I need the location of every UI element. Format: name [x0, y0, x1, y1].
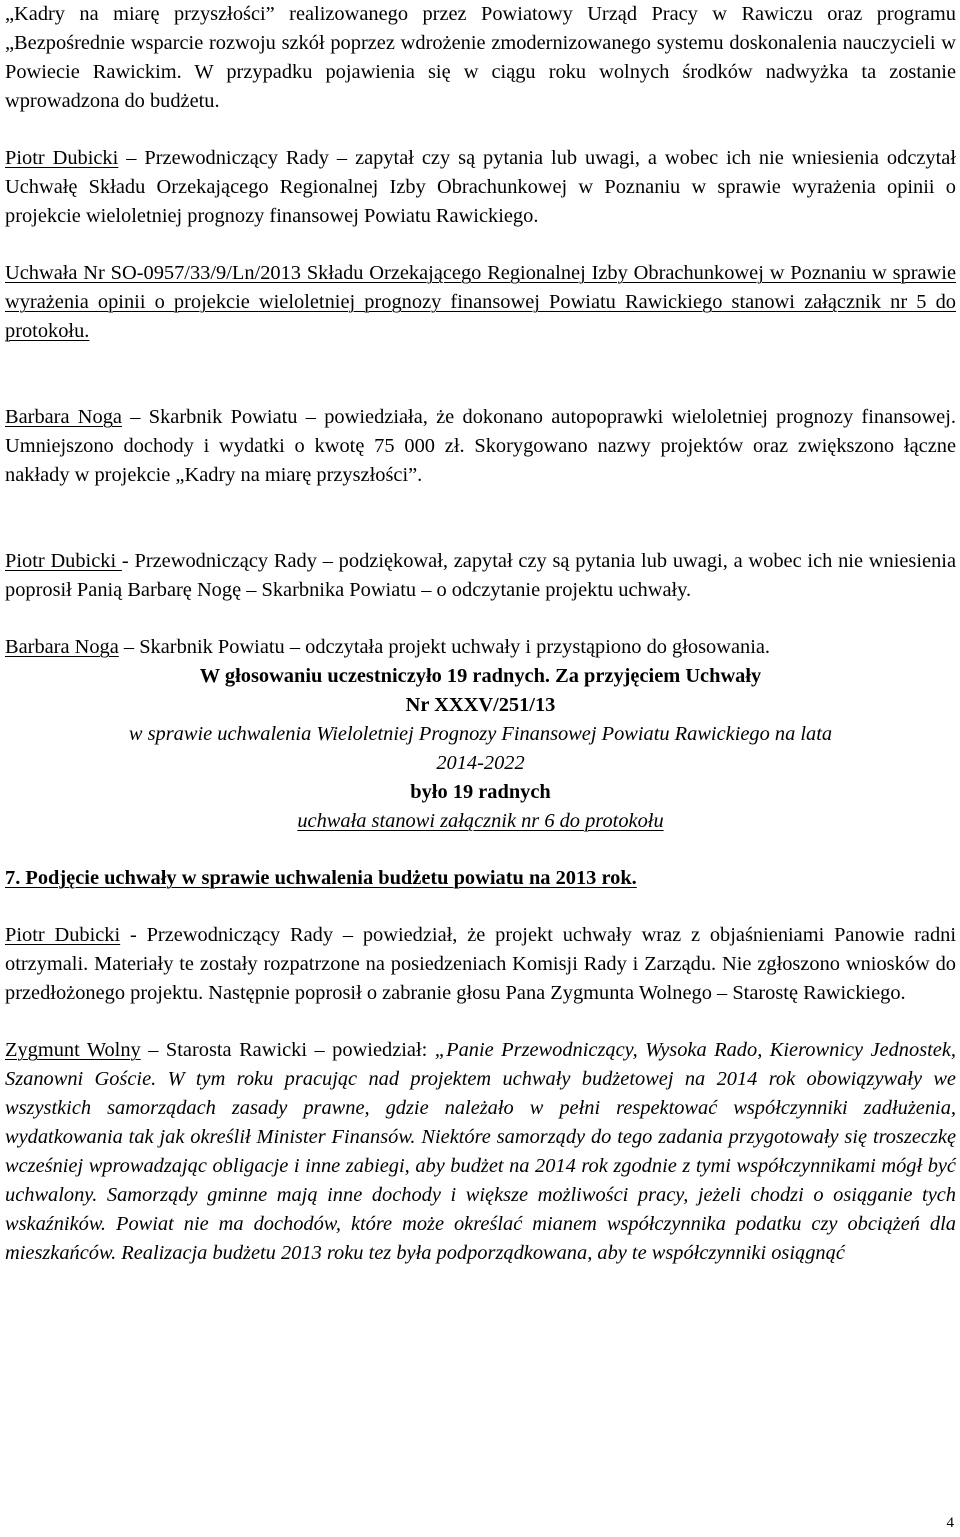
vote-line-attachment: uchwała stanowi załącznik nr 6 do protokołu: [297, 810, 664, 832]
paragraph-noga-1: [5, 403, 956, 490]
paragraph-text: – Starosta Rawicki – powiedział:: [140, 1039, 435, 1061]
speaker-name: Barbara Noga: [5, 636, 119, 658]
paragraph-intro: „Kadry na miarę przyszłości” realizowanego przez Powiatowy Urząd Pracy w Rawiczu oraz programu „Bezpośrednie wsparcie rozwoju szkół poprzez wdrożenie zmodernizowanego systemu doskonalenia nauczycieli w Powiecie Rawickim. W przypadku pojawienia się w ciągu roku wolnych środków nadwyżka ta zostanie wprowadzona do budżetu.: [5, 3, 956, 112]
paragraph-resolution-rio: Uchwała Nr SO-0957/33/9/Ln/2013 Składu Orzekającego Regionalnej Izby Obrachunkowej w Poznaniu w sprawie wyrażenia opinii o projekcie wieloletniej prognozy finansowej Powiatu Rawickiego stanowi załącznik nr 5 do protokołu.: [5, 262, 956, 342]
vote-line-result: było 19 radnych: [410, 781, 551, 803]
paragraph-text: - Przewodniczący Rady – podziękował, zapytał czy są pytania lub uwagi, a wobec ich nie wniesienia poprosił Panią Barbarę Nogę – Skarbnika Powiatu – o odczytanie projektu uchwały.: [5, 550, 956, 601]
paragraph-wolny: [5, 1036, 956, 1268]
paragraph-text: – Przewodniczący Rady – zapytał czy są pytania lub uwagi, a wobec ich nie wniesienia odczytał Uchwałę Składu Orzekającego Regionalnej Izby Obrachunkowej w Poznaniu w sprawie wyrażenia opinii o projekcie wieloletniej prognozy finansowej Powiatu Rawickiego.: [5, 147, 956, 227]
paragraph-dubicki-2: [5, 547, 956, 605]
speaker-name: Zygmunt Wolny: [5, 1039, 141, 1061]
vote-line-resolution-number: Nr XXXV/251/13: [405, 694, 556, 716]
paragraph-dubicki-3: [5, 921, 956, 1008]
page-number: 4: [946, 1515, 954, 1531]
paragraph-dubicki-1: [5, 144, 956, 231]
speaker-name: Piotr Dubicki: [5, 550, 122, 572]
paragraph-text: – Skarbnik Powiatu – powiedziała, że dokonano autopoprawki wieloletniej prognozy finansowej. Umniejszono dochody i wydatki o kwotę 75 000 zł. Skorygowano nazwy projektów oraz zwiększono łączne nakłady w projekcie „Kadry na miarę przyszłości”.: [5, 406, 956, 486]
speaker-name: Piotr Dubicki: [5, 924, 121, 946]
vote-line-participants: W głosowaniu uczestniczyło 19 radnych. Za przyjęciem Uchwały: [199, 665, 762, 687]
section-heading-7: 7. Podjęcie uchwały w sprawie uchwalenia budżetu powiatu na 2013 rok.: [5, 867, 637, 889]
vote-line-years: 2014-2022: [436, 752, 525, 774]
speech-quote: „Panie Przewodniczący, Wysoka Rado, Kierownicy Jednostek, Szanowni Goście. W tym roku pracując nad projektem uchwały budżetowej na 2014 rok obowiązywały we wszystkich samorządach zasady prawne, gdzie należało w pełni respektować współczynniki zadłużenia, wydatkowania tak jak określił Minister Finansów. Niektóre samorządy do tego zadania przygotowały się troszeczkę wcześniej wprowadzając obligacje i inne zabiegi, aby budżet na 2014 rok zgodnie z tymi współczynnikami mógł być uchwalony. Samorządy gminne mają inne dochody i większe możliwości pracy, jeżeli chodzi o osiąganie tych wskaźników. Powiat nie ma dochodów, które może określać mianem współczynnika podatku czy obciążeń dla mieszkańców. Realizacja budżetu 2013 roku tez była podporządkowana, aby te współczynniki osiągnąć: [5, 1039, 956, 1264]
paragraph-text: - Przewodniczący Rady – powiedział, że projekt uchwały wraz z objaśnieniami Panowie radni otrzymali. Materiały te zostały rozpatrzone na posiedzeniach Komisji Rady i Zarządu. Nie zgłoszono wniosków do przedłożonego projektu. Następnie poprosił o zabranie głosu Pana Zygmunta Wolnego – Starostę Rawickiego.: [5, 924, 956, 1004]
vote-block: [5, 662, 956, 836]
paragraph-noga-2: [5, 633, 956, 662]
vote-line-resolution-title: w sprawie uchwalenia Wieloletniej Prognozy Finansowej Powiatu Rawickiego na lata: [128, 723, 833, 745]
speaker-name: Barbara Noga: [5, 406, 122, 428]
document-page: [5, 0, 956, 1268]
paragraph-text: – Skarbnik Powiatu – odczytała projekt uchwały i przystąpiono do głosowania.: [118, 636, 771, 658]
speaker-name: Piotr Dubicki: [5, 147, 119, 169]
